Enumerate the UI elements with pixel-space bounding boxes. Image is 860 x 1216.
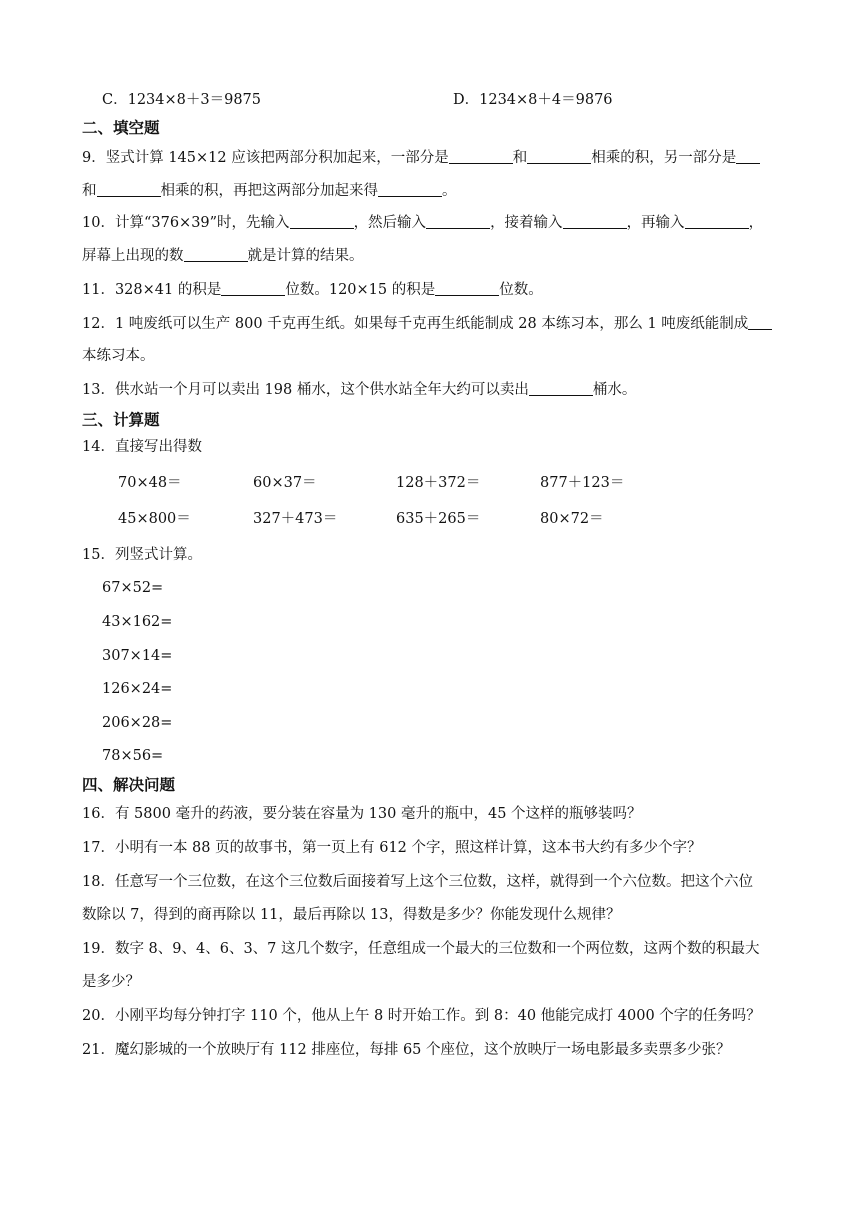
question-19-line-2: 是多少？	[82, 974, 140, 990]
answer-blank[interactable]	[221, 280, 285, 296]
oral-calc-item: 128＋372＝	[396, 475, 481, 491]
q9-text: 和	[512, 150, 528, 166]
q13-text: 桶水。	[592, 382, 637, 398]
oral-calc-item: 635＋265＝	[396, 511, 481, 527]
q11-text: 11．328×41 的积是	[82, 282, 222, 298]
question-20: 20．小刚平均每分钟打字 110 个，他从上午 8 时开始工作。到 8：40 他能完成打 4000 个字的任务吗？	[82, 1008, 761, 1024]
q10-text: 就是计算的结果。	[247, 248, 364, 264]
answer-blank[interactable]	[435, 280, 499, 296]
q11-text: 位数。	[499, 282, 543, 298]
answer-blank[interactable]	[97, 181, 161, 197]
answer-blank[interactable]	[529, 380, 593, 396]
vertical-calc-item: 78×56=	[102, 748, 164, 764]
q10-text: ，然后输入	[353, 215, 427, 231]
question-19-line-1: 19．数字 8、9、4、6、3、7 这几个数字，任意组成一个最大的三位数和一个两位数，这两个数的积最大	[82, 941, 760, 957]
oral-calc-item: 60×37＝	[253, 475, 317, 491]
question-9-line-1	[82, 148, 760, 168]
answer-blank[interactable]	[748, 314, 772, 330]
answer-blank[interactable]	[184, 246, 248, 262]
question-18-line-1: 18．任意写一个三位数，在这个三位数后面接着写上这个三位数，这样，就得到一个六位数。把这个六位	[82, 874, 753, 890]
oral-calc-item: 327＋473＝	[253, 511, 338, 527]
vertical-calc-item: 206×28=	[102, 715, 173, 731]
question-11	[82, 280, 543, 300]
q9-text: 相乘的积，再把这两部分加起来得	[160, 183, 378, 199]
q12-text: 12．1 吨废纸可以生产 800 千克再生纸。如果每千克再生纸能制成 28 本练习本，那么 1 吨废纸能制成	[82, 316, 749, 332]
question-13	[82, 380, 636, 400]
answer-blank[interactable]	[736, 148, 760, 164]
answer-blank[interactable]	[426, 213, 490, 229]
question-12-line-2: 本练习本。	[82, 348, 155, 364]
section-title-fill-blank: 二、填空题	[82, 119, 160, 137]
answer-blank[interactable]	[378, 181, 442, 197]
vertical-calc-item: 307×14=	[102, 648, 173, 664]
section-title-calculation: 三、计算题	[82, 411, 160, 429]
question-15-label: 15．列竖式计算。	[82, 547, 202, 563]
answer-blank[interactable]	[563, 213, 627, 229]
q10-text: 屏幕上出现的数	[82, 248, 184, 264]
q9-text: 和	[82, 183, 97, 199]
answer-blank[interactable]	[290, 213, 354, 229]
section-title-problem-solving: 四、解决问题	[82, 776, 176, 794]
q9-text: 。	[442, 183, 457, 199]
question-16: 16．有 5800 毫升的药液，要分装在容量为 130 毫升的瓶中，45 个这样的瓶够装吗？	[82, 806, 642, 822]
oral-calc-item: 80×72＝	[540, 511, 604, 527]
question-12-line-1	[82, 314, 772, 334]
oral-calc-item: 70×48＝	[118, 475, 182, 491]
question-10-line-2	[82, 246, 364, 266]
vertical-calc-item: 126×24=	[102, 681, 173, 697]
vertical-calc-item: 67×52=	[102, 580, 164, 596]
question-18-line-2: 数除以 7，得到的商再除以 11，最后再除以 13，得数是多少？你能发现什么规律？	[82, 907, 621, 923]
answer-blank[interactable]	[527, 148, 591, 164]
answer-blank[interactable]	[685, 213, 749, 229]
q9-text: 相乘的积，另一部分是	[591, 150, 737, 166]
q10-text: ，	[748, 215, 764, 231]
q11-text: 位数。120×15 的积是	[285, 282, 436, 298]
option-c: C．1234×8＋3＝9875	[102, 92, 261, 108]
oral-calc-item: 45×800＝	[118, 511, 191, 527]
question-10-line-1	[82, 213, 763, 233]
q13-text: 13．供水站一个月可以卖出 198 桶水，这个供水站全年大约可以卖出	[82, 382, 529, 398]
q10-text: ，接着输入	[490, 215, 563, 231]
vertical-calc-item: 43×162=	[102, 614, 173, 630]
q9-text: 9．竖式计算 145×12 应该把两部分积加起来，一部分是	[82, 150, 449, 166]
question-17: 17．小明有一本 88 页的故事书，第一页上有 612 个字，照这样计算，这本书大约有多少个字？	[82, 840, 702, 856]
option-d: D．1234×8＋4＝9876	[453, 92, 613, 108]
answer-blank[interactable]	[449, 148, 513, 164]
q10-text: ，再输入	[626, 215, 685, 231]
question-9-line-2	[82, 181, 457, 201]
question-21: 21．魔幻影城的一个放映厅有 112 排座位，每排 65 个座位，这个放映厅一场电影最多卖票多少张？	[82, 1042, 731, 1058]
question-14-label: 14．直接写出得数	[82, 439, 202, 455]
oral-calc-item: 877＋123＝	[540, 475, 625, 491]
q10-text: 10．计算“376×39”时，先输入	[82, 215, 290, 231]
